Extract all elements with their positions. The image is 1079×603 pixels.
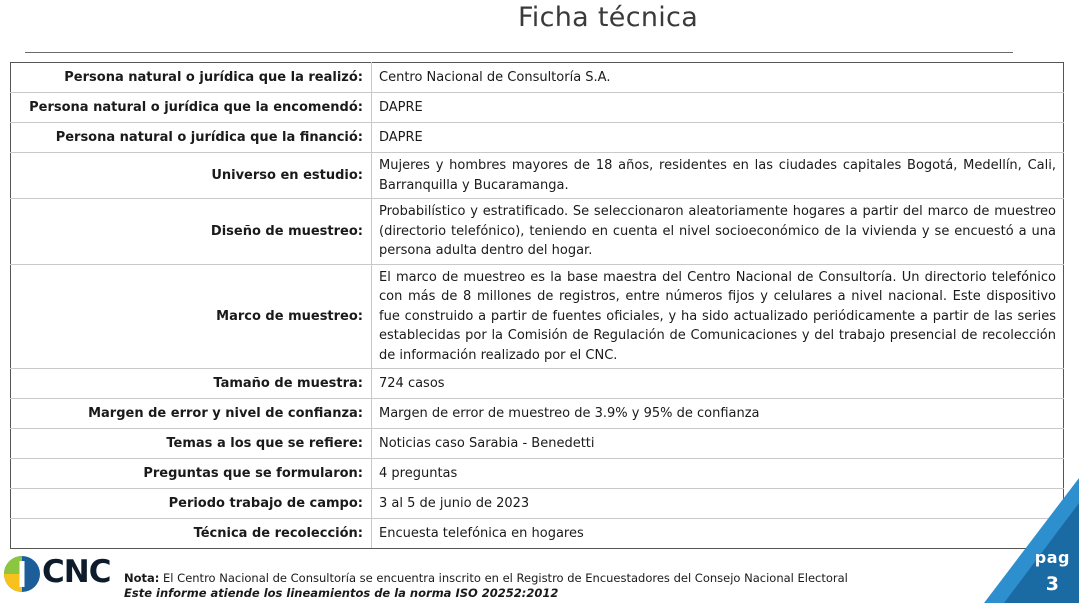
table-row xyxy=(11,123,1064,153)
row-value: Probabilístico y estratificado. Se seleccionaron aleatoriamente hogares a partir del marco de muestreo (directorio telefónico), teniendo en cuenta el nivel socioeconómico de la vivienda y se encuestó a una persona adulta dentro del hogar. xyxy=(372,199,1064,265)
row-label: Temas a los que se refiere: xyxy=(11,429,372,459)
row-label: Diseño de muestreo: xyxy=(11,199,372,265)
note-label: Nota: xyxy=(124,571,160,585)
row-value: 724 casos xyxy=(372,369,1064,399)
row-value: Centro Nacional de Consultoría S.A. xyxy=(372,63,1064,93)
row-value: Margen de error de muestreo de 3.9% y 95% de confianza xyxy=(372,399,1064,429)
title-divider xyxy=(25,52,1013,53)
row-value: Encuesta telefónica en hogares xyxy=(372,519,1064,549)
table-row xyxy=(11,63,1064,93)
row-label: Persona natural o jurídica que la realizó: xyxy=(11,63,372,93)
page-label: pag xyxy=(1034,548,1070,567)
table-row xyxy=(11,519,1064,549)
row-label: Técnica de recolección: xyxy=(11,519,372,549)
page-corner-decoration xyxy=(984,478,1079,603)
table-row xyxy=(11,93,1064,123)
row-value: 4 preguntas xyxy=(372,459,1064,489)
table-row xyxy=(11,459,1064,489)
row-value: El marco de muestreo es la base maestra del Centro Nacional de Consultoría. Un directorio telefónico con más de 8 millones de registros, entre números fijos y celulares a nivel nacional. Este dispositivo fue construido a partir de fuentes oficiales, y ha sido actualizado periódicamente a partir de las series establecidas por la Comisión de Regulación de Comunicaciones y del trabajo presencial de recolección de información realizado por el CNC. xyxy=(372,264,1064,369)
row-label: Universo en estudio: xyxy=(11,153,372,199)
row-label: Periodo trabajo de campo: xyxy=(11,489,372,519)
row-label: Persona natural o jurídica que la encomendó: xyxy=(11,93,372,123)
table-row xyxy=(11,399,1064,429)
row-value: DAPRE xyxy=(372,123,1064,153)
cnc-logo-icon xyxy=(3,555,41,593)
row-label: Preguntas que se formularon: xyxy=(11,459,372,489)
table-row xyxy=(11,489,1064,519)
row-label: Margen de error y nivel de confianza: xyxy=(11,399,372,429)
cnc-logo-text: CNC xyxy=(42,554,111,590)
table-row xyxy=(11,369,1064,399)
row-label: Tamaño de muestra: xyxy=(11,369,372,399)
row-value: Mujeres y hombres mayores de 18 años, residentes en las ciudades capitales Bogotá, Medellín, Cali, Barranquilla y Bucaramanga. xyxy=(372,153,1064,199)
iso-note: Este informe atiende los lineamientos de la norma ISO 20252:2012 xyxy=(124,586,559,600)
page-title: Ficha técnica xyxy=(517,2,699,33)
table-row xyxy=(11,199,1064,265)
footer-note xyxy=(124,571,848,601)
row-value: Noticias caso Sarabia - Benedetti xyxy=(372,429,1064,459)
note-text: El Centro Nacional de Consultoría se encuentra inscrito en el Registro de Encuestadores del Consejo Nacional Electoral xyxy=(159,571,848,585)
row-value: DAPRE xyxy=(372,93,1064,123)
row-label: Persona natural o jurídica que la financió: xyxy=(11,123,372,153)
row-value: 3 al 5 de junio de 2023 xyxy=(372,489,1064,519)
table-row xyxy=(11,153,1064,199)
page-number: 3 xyxy=(1045,573,1059,595)
table-row xyxy=(11,429,1064,459)
technical-sheet-table xyxy=(10,62,1064,549)
table-row xyxy=(11,264,1064,369)
row-label: Marco de muestreo: xyxy=(11,264,372,369)
